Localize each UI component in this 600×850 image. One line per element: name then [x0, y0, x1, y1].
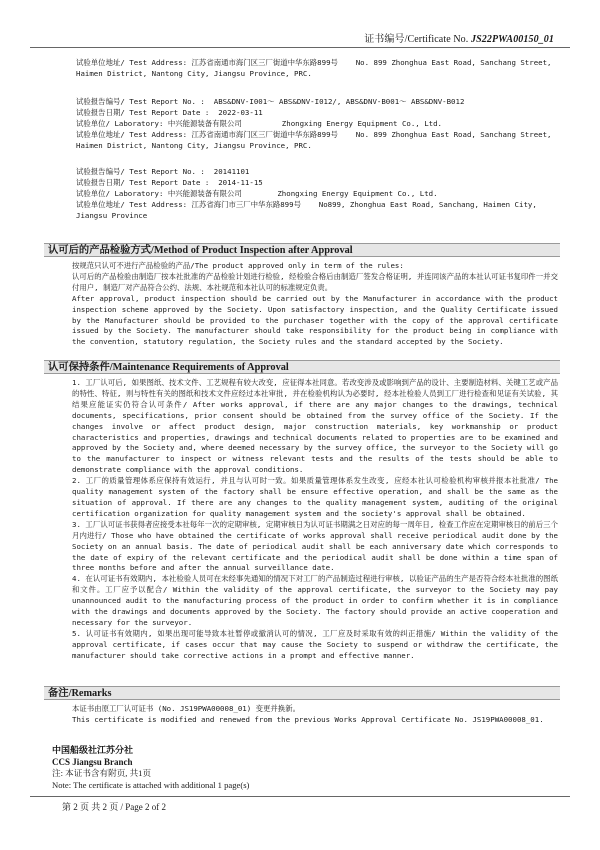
test-address: 试验单位地址/ Test Address: 江苏省海门市三厂中华东路899号 No899, Zhonghua East Road, Sanchang, Haimen City, Jiangsu Province	[76, 199, 542, 220]
maintenance-item-4: 4. 在认可证书有效期内, 本社检验人员可在未经事先通知的情况下对工厂的产品制造过程进行审核, 以验证产品的生产是否符合经本社批准的图纸和文件。工厂应予以配合/ Within the validity of the approval certificate, the surveyor to the Society may pay unannounced audit to the manufacturing process of the product in order to confirm whether it is in compliance with the drawings and documents approved by the Society. The factory should provide an active cooperation and necessary for the surveyor.	[72, 574, 563, 627]
remarks-section-body	[72, 704, 558, 726]
issuer-name-en: CCS Jiangsu Branch	[52, 757, 133, 767]
note-en: Note: The certificate is attached with additional 1 page(s)	[52, 779, 250, 790]
cert-number-value: JS22PWA00150_01	[471, 34, 554, 45]
maintenance-item-5: 5. 认可证书有效期内, 如果出现可能导致本社暂停或撤消认可的情况, 工厂应及时采取有效的纠正措施/ Within the validity of the approval certificate, if cases occur that may cause the Society to suspend or withdraw the certificate, the manufacturer should take corrective actions in a prompt and effective manner.	[72, 628, 563, 660]
test-report-no: 试验报告编号/ Test Report No. : 20141101	[76, 167, 250, 176]
inspection-section-body	[72, 261, 558, 348]
test-address: 试验单位地址/ Test Address: 江苏省南通市海门区三厂街道中华东路899号 No. 899 Zhonghua East Road, Sanchang Street, Haimen District, Nantong City, Jiangsu Province, PRC.	[76, 58, 556, 78]
maintenance-section-body	[72, 378, 563, 662]
test-report-date: 试验报告日期/ Test Report Date : 2014-11-15	[76, 177, 263, 187]
attachment-note	[52, 768, 249, 791]
maintenance-item-1: 1. 工厂认可后, 如果图纸、技术文件、工艺规程有较大改变, 应征得本社同意。若改变涉及或影响到产品的设计、主要制造材料、关键工艺或产品的特性、特征, 则与特性有关的图纸和技术文件应经过本社审批, 并在检验机构认为必要时, 经本社检验人员到工厂进行检查和见证有关试验, 其结果应能证实仍符合认可条件/ After works approval, if there are any major changes to the drawings, technical documents, specifications, prior consent should be obtained from the survey office of the Society. If the changes involve or affect product design, major construction materials, key workmanship or product characteristics and properties, drawings and technical documents related to properties are to be examined and approved by the Society and, where deemed necessary by the survey office, the surveyor to the Society will go to the manufacturer to inspect or witness relevant tests and the results of the tests should be able to demonstrate compliance with the approval conditions.	[72, 378, 563, 475]
test-report-date: 试验报告日期/ Test Report Date : 2022-03-11	[76, 107, 263, 117]
inspection-section-title: 认可后的产品检验方式/Method of Product Inspection after Approval	[44, 243, 560, 257]
maintenance-item-2: 2. 工厂的质量管理体系应保持有效运行, 并且与认可时一致。如果质量管理体系发生改变, 应经本社认可检验机构审核并报本社批准/ The quality management system of the factory shall be ensure effective operation, and shall be the same as the situation of approval. If there are any changes to the quality management system, auditing of the original certification organization for quality management system and the society's approval shall be obtained.	[72, 476, 563, 518]
test-report-no: 试验报告编号/ Test Report No. : ABS&DNV-I001～ ABS&DNV-I012/, ABS&DNV-B001～ ABS&DNV-B012	[76, 97, 465, 106]
maintenance-item-3: 3. 工厂认可证书获得者应接受本社每年一次的定期审核, 定期审核日为认可证书期满之日对应的每一周年日, 检查工作应在定期审核日的前后三个月内进行/ Those who have obtained the certificate of works approval shall receive periodical audit done by the Society on an annual basis. The date of periodical audit shall be each anniversary date which corresponds to the date of expiry of the relevant certificate and the periodical audit shall be done within a time span of three months before and after the annual surveillance date.	[72, 519, 563, 573]
remarks-section-title: 备注/Remarks	[44, 686, 560, 700]
header-divider	[30, 47, 570, 48]
certificate-number	[364, 30, 554, 45]
footer-divider	[30, 796, 570, 797]
cert-number-prefix: 证书编号/Certificate No.	[364, 34, 469, 45]
test-record-1	[76, 58, 556, 80]
test-address: 试验单位地址/ Test Address: 江苏省南通市海门区三厂街道中华东路899号 No. 899 Zhonghua East Road, Sanchang Street, Haimen District, Nantong City, Jiangsu Province, PRC.	[76, 129, 556, 150]
laboratory: 试验单位/ Laboratory: 中兴能源装备有限公司 Zhongxing Energy Equipment Co., Ltd.	[76, 188, 438, 198]
issuer-name-cn: 中国船级社江苏分社	[52, 745, 134, 755]
test-record-3	[76, 167, 556, 222]
note-cn: 注: 本证书含有附页, 共1页	[52, 768, 152, 778]
remarks-text: 本证书由原工厂认可证书 (No. JS19PWA00008_01) 变更并换新。 This certificate is modified and renewed from the previous Works Approval Certificate No. JS19PWA00008_01.	[72, 704, 544, 724]
issuer-block	[52, 744, 133, 768]
inspection-text: 按规范只认可不进行产品检验的产品/The product approved only in term of the rules: 认可后的产品检验由制造厂按本社批准的产品检验计划进行检验, 经检验合格后由制造厂签发合格证明, 并连同该产品的本社认可证书复印件一并交付用户, 制造厂对产品符合公约、法规、本社规范和本社认可的标准规定负责。 After approval, product inspection should be carried out by the Manufacturer in accordance with the product inspection scheme approved by the Society. Upon satisfactory inspection, and the Quality Certificate issued by the Manufacturer should be provided to the purchaser together with the copy of the approval certificate issued by the Society. The manufacturer should take responsibility for the product being in compliance with the convention, statutory regulation, the Society rules and the standard accepted by the Society.	[72, 261, 558, 347]
laboratory: 试验单位/ Laboratory: 中兴能源装备有限公司 Zhongxing Energy Equipment Co., Ltd.	[76, 118, 442, 128]
page-number: 第 2 页 共 2 页 / Page 2 of 2	[62, 802, 166, 812]
maintenance-section-title: 认可保持条件/Maintenance Requirements of Approval	[44, 360, 560, 374]
test-record-2	[76, 97, 556, 152]
